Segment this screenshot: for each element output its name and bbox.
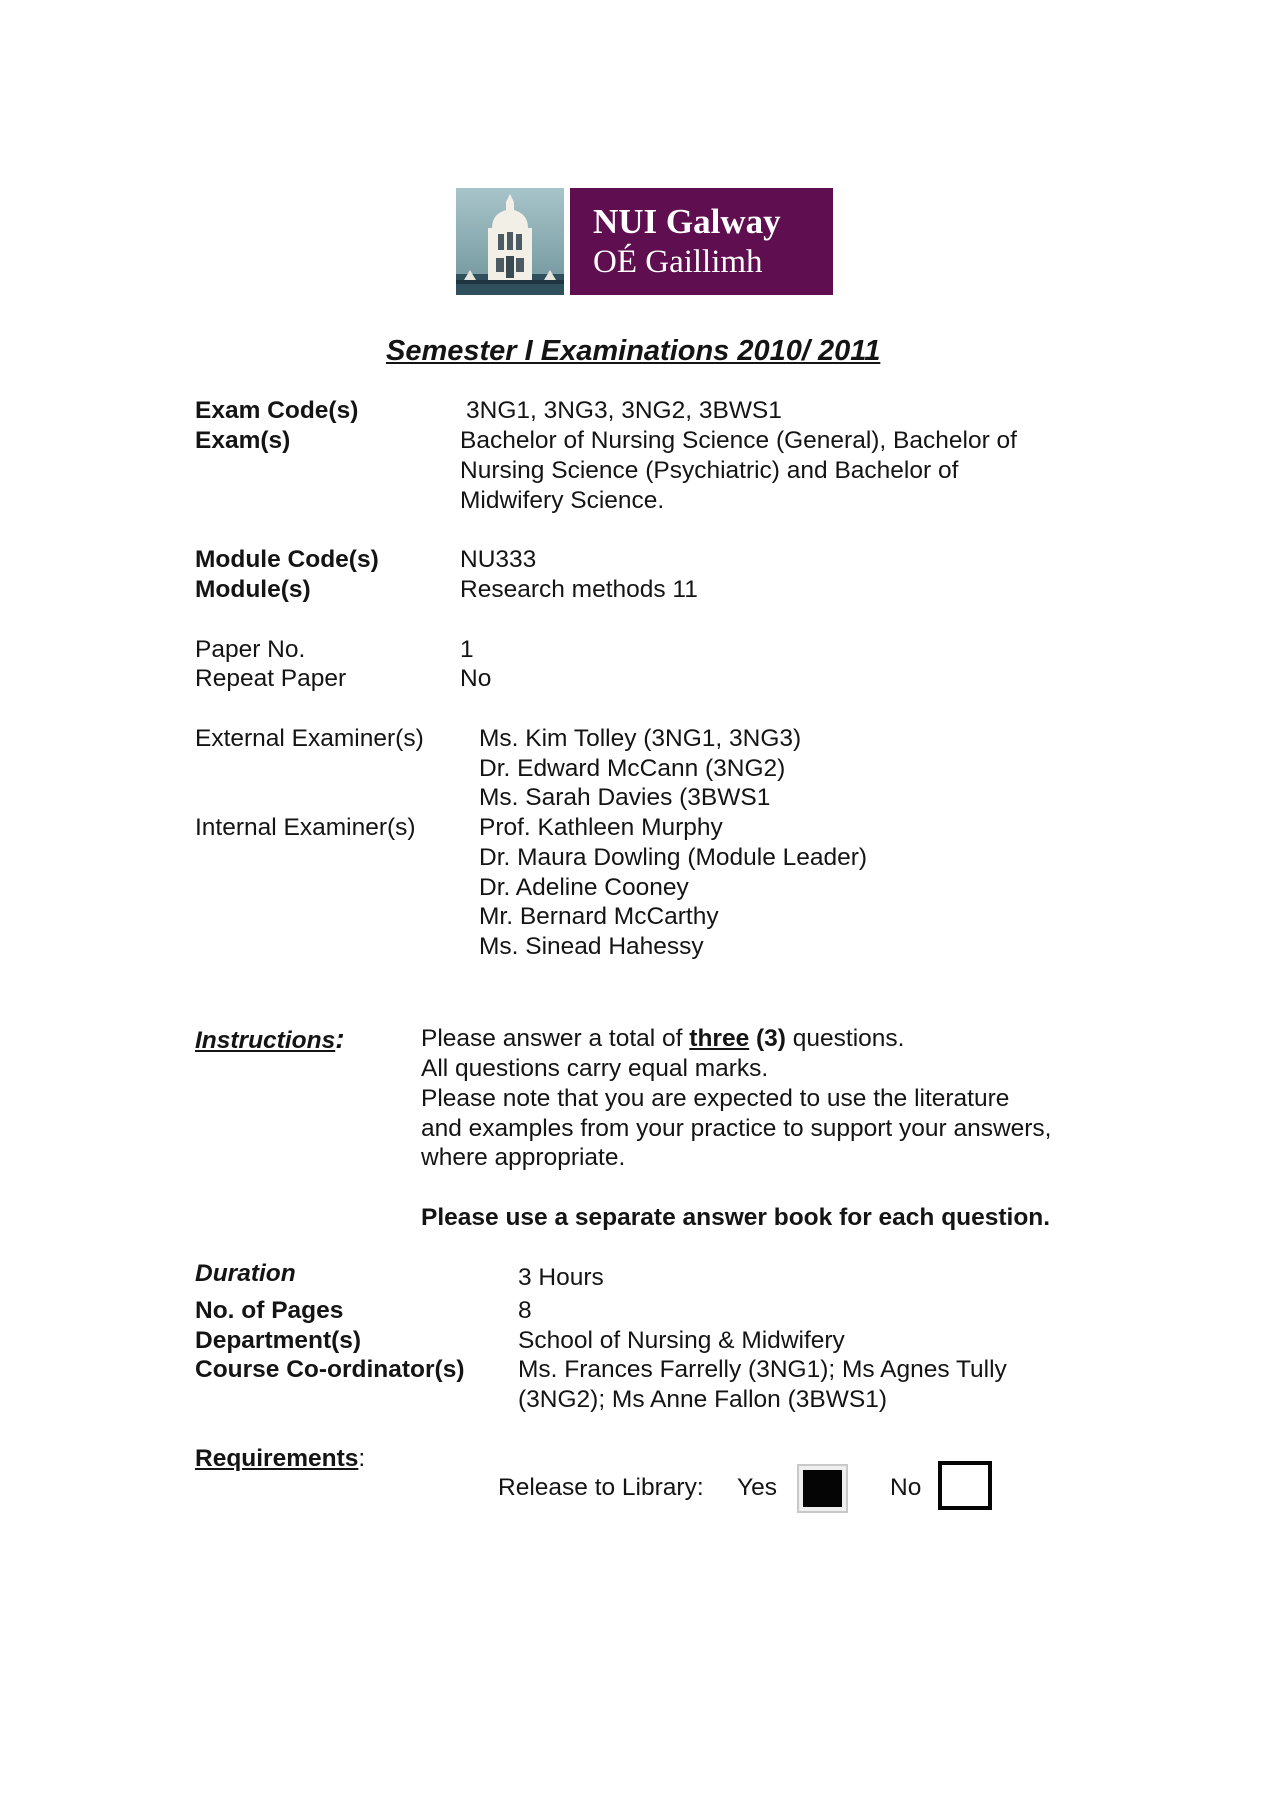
coordinator-line-1: Ms. Frances Farrelly (3NG1); Ms Agnes Tully (518, 1356, 1007, 1383)
external-examiner-3: Ms. Sarah Davies (3BWS1 (479, 784, 771, 811)
instructions-line-3: Please note that you are expected to use the literature (421, 1085, 1010, 1112)
repeat-paper-label: Repeat Paper (195, 665, 347, 692)
release-to-library-label: Release to Library: (498, 1474, 704, 1501)
page-title: Semester I Examinations 2010/ 2011 (386, 335, 881, 367)
university-logo (456, 188, 833, 295)
instructions-line-1-post: questions. (785, 1025, 905, 1052)
exam-codes-value: 3NG1, 3NG3, 3NG2, 3BWS1 (466, 397, 782, 424)
internal-examiner-4: Mr. Bernard McCarthy (479, 903, 719, 930)
coordinator-line-2: (3NG2); Ms Anne Fallon (3BWS1) (518, 1386, 887, 1413)
external-examiners-label: External Examiner(s) (195, 725, 424, 752)
exams-value-line-2: Nursing Science (Psychiatric) and Bachelor of (460, 457, 959, 484)
external-examiner-1: Ms. Kim Tolley (3NG1, 3NG3) (479, 725, 802, 752)
pages-value: 8 (518, 1297, 532, 1324)
modules-value: Research methods 11 (460, 576, 698, 603)
release-yes-checkbox[interactable] (797, 1464, 848, 1513)
instructions-label-text: Instructions (195, 1027, 336, 1054)
department-value: School of Nursing & Midwifery (518, 1327, 845, 1354)
external-examiner-2: Dr. Edward McCann (3NG2) (479, 755, 786, 782)
instructions-line-2: All questions carry equal marks. (421, 1055, 769, 1082)
exam-codes-label: Exam Code(s) (195, 397, 359, 424)
exams-label: Exam(s) (195, 427, 291, 454)
internal-examiner-1: Prof. Kathleen Murphy (479, 814, 723, 841)
requirements-label-text: Requirements (195, 1445, 359, 1472)
paper-no-value: 1 (460, 636, 474, 663)
instructions-three: three (689, 1025, 750, 1052)
exams-value-line-1: Bachelor of Nursing Science (General), Bachelor of (460, 427, 1017, 454)
duration-label: Duration (195, 1260, 296, 1287)
coordinator-label: Course Co-ordinator(s) (195, 1356, 465, 1383)
internal-examiners-label: Internal Examiner(s) (195, 814, 416, 841)
university-tower-logo-icon (456, 188, 564, 295)
exams-value-line-3: Midwifery Science. (460, 487, 665, 514)
instructions-three-number: (3) (749, 1025, 786, 1052)
instructions-line-4: and examples from your practice to support your answers, (421, 1115, 1052, 1142)
requirements-colon: : (358, 1445, 366, 1472)
release-yes-label: Yes (737, 1474, 777, 1501)
instructions-line-1 (421, 1024, 904, 1054)
paper-no-label: Paper No. (195, 636, 306, 663)
instructions-line-1-pre: Please answer a total of (421, 1025, 690, 1052)
requirements-label (195, 1444, 365, 1474)
checked-fill-icon (803, 1470, 842, 1507)
department-label: Department(s) (195, 1327, 362, 1354)
logo-line-2: OÉ Gaillimh (593, 244, 763, 280)
repeat-paper-value: No (460, 665, 492, 692)
release-no-label: No (890, 1474, 922, 1501)
release-no-checkbox[interactable] (938, 1461, 992, 1510)
instructions-line-5: where appropriate. (421, 1144, 626, 1171)
duration-value: 3 Hours (518, 1264, 604, 1291)
separate-answer-book-note: Please use a separate answer book for each question. (421, 1204, 1051, 1231)
module-codes-label: Module Code(s) (195, 546, 379, 573)
modules-label: Module(s) (195, 576, 311, 603)
pages-label: No. of Pages (195, 1297, 344, 1324)
internal-examiner-5: Ms. Sinead Hahessy (479, 933, 704, 960)
internal-examiner-2: Dr. Maura Dowling (Module Leader) (479, 844, 868, 871)
module-codes-value: NU333 (460, 546, 537, 573)
internal-examiner-3: Dr. Adeline Cooney (479, 874, 689, 901)
logo-line-1: NUI Galway (593, 202, 781, 241)
instructions-label (195, 1024, 345, 1056)
instructions-colon: : (335, 1023, 345, 1054)
